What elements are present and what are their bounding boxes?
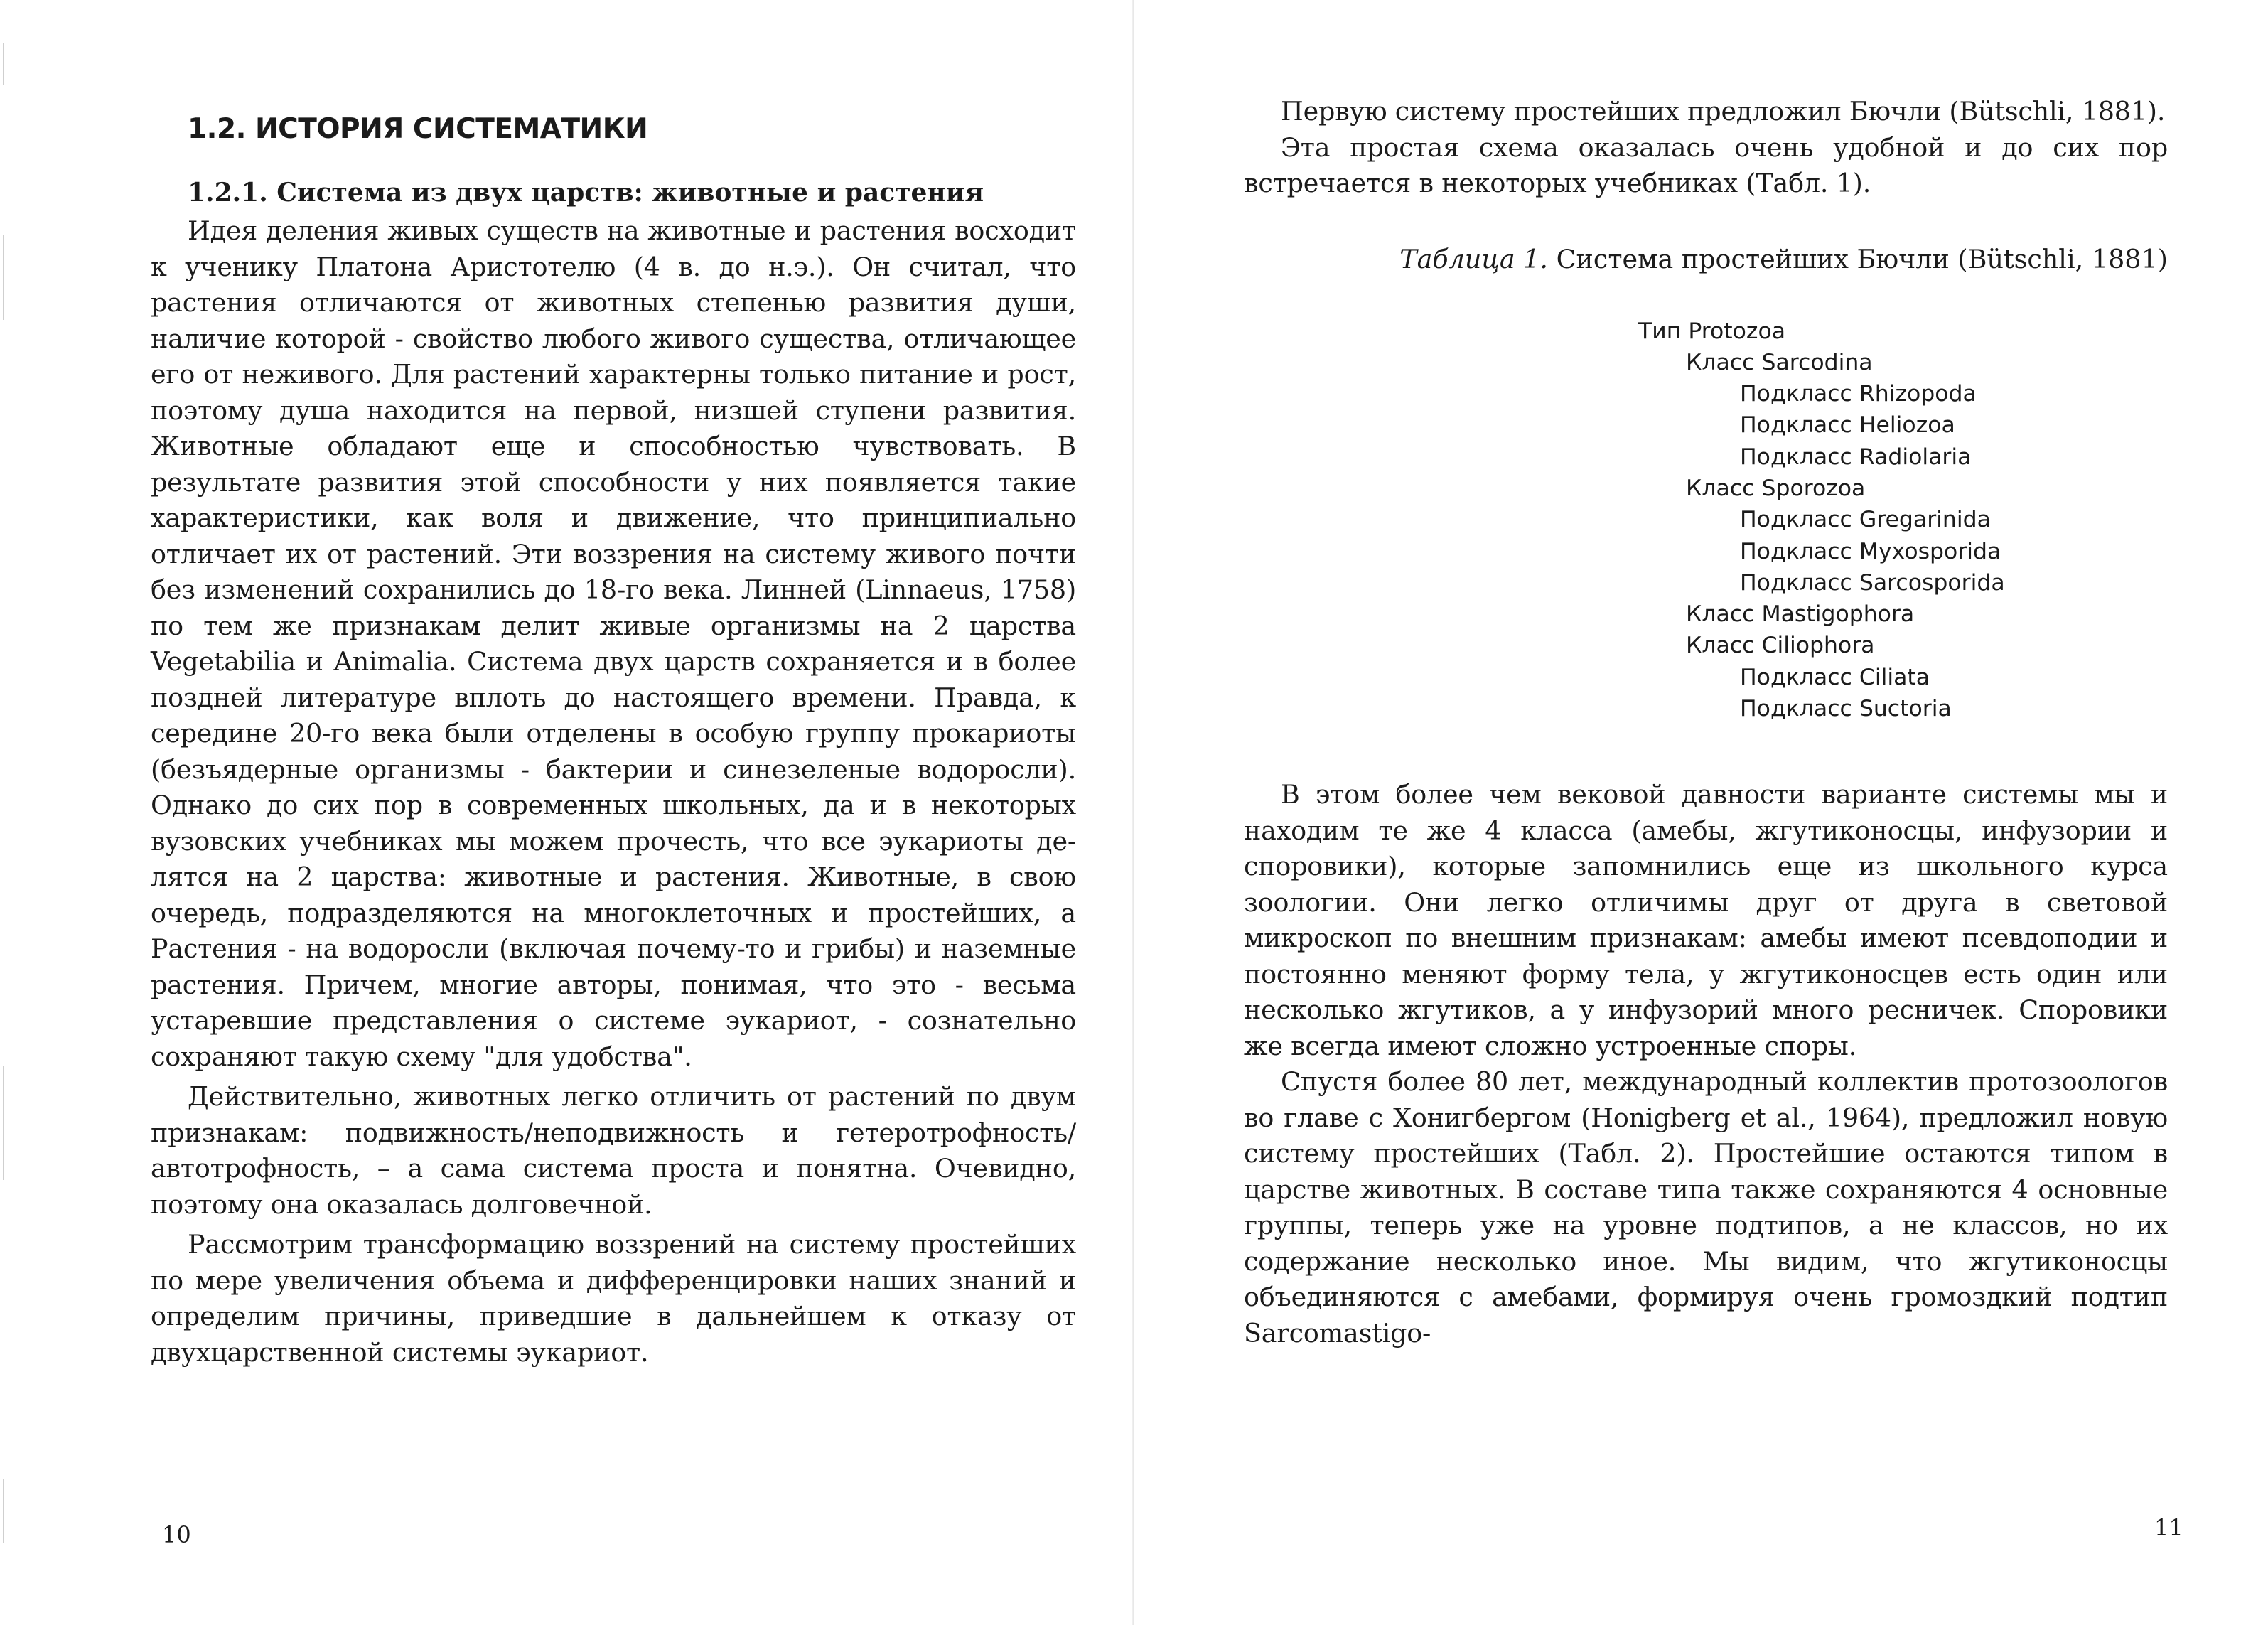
scan-edge-mark xyxy=(3,43,4,85)
taxonomy-subclass: Подкласс Gregarinida xyxy=(1740,507,1991,533)
page-number: 11 xyxy=(2154,1514,2183,1541)
taxonomy-class: Класс Sporozoa xyxy=(1686,475,1866,501)
paragraph: Первую систему простейших предложил Бючли (Bütschli, 1881). xyxy=(1281,96,2166,127)
taxonomy-subclass: Подкласс Ciliata xyxy=(1740,664,1930,690)
taxonomy-phylum: Тип Protozoa xyxy=(1638,318,1786,344)
paragraph: Эта простая схема оказалась очень удобной и до сих пор встречается в некоторых учебниках (Табл. 1). xyxy=(1244,132,2168,198)
table-caption-label: Таблица 1. xyxy=(1399,243,1549,274)
taxonomy-class: Класс Sarcodina xyxy=(1686,349,1873,375)
right-page xyxy=(1134,0,2268,1625)
page-number: 10 xyxy=(162,1521,191,1548)
scan-edge-mark xyxy=(3,235,4,320)
taxonomy-subclass: Подкласс Rhizopoda xyxy=(1740,381,1977,407)
paragraph: В этом более чем вековой давности варианте системы мы и находим те же 4 класса (амебы, жгутиконосцы, инфузории и споровики), которые запомнились еще из школьного курса зоологии. Они легко отличимы друг от друга в световой микроскоп по внешним признакам: амебы имеют псевдоподии и постоянно меняют форму тела, у жгутиконосцев есть один или несколько жгутиков, а у инфузорий много ресничек. Споровики же всегда имеют сложно устроенные споры. xyxy=(1244,779,2168,1061)
table-caption-text: Система простейших Бючли (Bütschli, 1881) xyxy=(1548,243,2168,274)
subsection-title: 1.2.1. Система из двух царств: животные и растения xyxy=(188,178,984,208)
taxonomy-list xyxy=(1244,316,2168,725)
taxonomy-subclass: Подкласс Sarcosporida xyxy=(1740,569,2005,596)
taxonomy-class: Класс Mastigophora xyxy=(1686,601,1915,628)
taxonomy-subclass: Подкласс Heliozoa xyxy=(1740,412,1955,439)
table-caption xyxy=(1244,242,2168,277)
left-text-column xyxy=(151,112,1076,1371)
taxonomy-subclass: Подкласс Suctoria xyxy=(1740,696,1952,722)
paragraph: Идея деления живых существ на животные и растения восходит к ученику Платона Аристотелю (4 в. до н.э.). Он считал, что растения отличаются от животных степенью развития души, наличие которой - свойство любого живого существа, отличающее его от неживого. Для растений характерны только питание и рост, поэтому душа находится на первой, низшей ступени развития. Животные обладают еще и способностью чувствовать. В результате развития этой способности у них появляется такие характеристики, как воля и движение, что принципиально отличает их от растений. Эти воззрения на систему живого почти без изменений сохранились до 18-го века. Линней (Linnaeus, 1758) по тем же признакам делит живые организмы на 2 царства Vegetabilia и Animalia. Система двух царств сохраняется и в более поздней литературе вплоть до настоящего времени. Правда, к середине 20-го века были отделены в особую группу прокариоты (безъядерные организмы - бактерии и синезеленые водоросли). Однако до сих пор в современных школьных, да и в некоторых вузовских учебниках мы можем прочесть, что все эукариоты де-лятся на 2 царства: животные и растения. Животные, в свою очередь, подразделяются на многоклеточных и простейших, а Растения - на водоросли (включая почему-то и грибы) и наземные растения. Причем, многие авторы, понимая, что это - весьма устаревшие представления о системе эукариот, - сознательно сохраняют такую схему "для удобства". xyxy=(151,215,1076,1072)
taxonomy-subclass: Подкласс Myxosporida xyxy=(1740,538,2001,564)
taxonomy-subclass: Подкласс Radiolaria xyxy=(1740,444,1972,470)
scan-edge-mark xyxy=(3,1066,4,1180)
paragraph: Спустя более 80 лет, международный коллектив протозоологов во главе с Хонигбергом (Honigberg et al., 1964), предложил новую систему простейших (Табл. 2). Простейшие остаются типом в царстве животных. В составе типа также сохраняются 4 основные группы, теперь уже на уровне подтипов, а не классов, но их содержание несколько иное. Мы видим, что жгутиконосцы объединяются с амебами, формируя очень громоздкий подтип Sarcomastigo- xyxy=(1244,1066,2168,1348)
paragraph: Рассмотрим трансформацию воззрений на систему простейших по мере увеличения объема и дифференцировки наших знаний и определим причины, приведшие в дальнейшем к отказу от двухцарственной системы эукариот. xyxy=(151,1229,1076,1368)
scan-edge-mark xyxy=(3,1479,4,1543)
paragraph: Действительно, животных легко отличить от растений по двум признакам: подвижность/неподвижность и гетеротрофность/автотрофность, – а сама система проста и понятна. Очевидно, поэтому она оказалась долговечной. xyxy=(151,1081,1076,1220)
right-text-column xyxy=(1244,94,2168,1351)
section-title: 1.2. ИСТОРИЯ СИСТЕМАТИКИ xyxy=(188,113,648,145)
taxonomy-class: Класс Ciliophora xyxy=(1686,633,1875,659)
